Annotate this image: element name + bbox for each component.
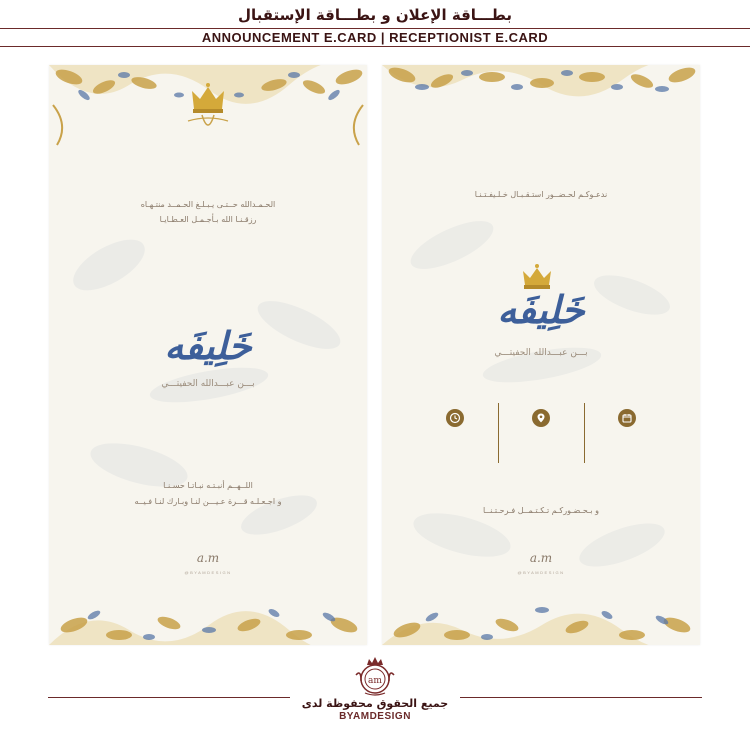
prayer-line-2: و اجـعـلـه قـــرة عـيـــن لنـا وبـارك لنـا فـيــه — [134, 497, 282, 506]
clock-icon[interactable] — [446, 409, 464, 427]
baby-surname: بـــن عبـــدالله الحفيتـــي — [494, 348, 588, 358]
icon-divider — [584, 403, 585, 463]
footer-rights-arabic: جميع الحقوق محفوظة لدى — [301, 697, 449, 710]
designer-signature: a.m — [196, 551, 220, 565]
prayer-line-1: اللــهــم أنبـتـه نبـاتـا حسـنـا — [163, 481, 253, 490]
brand-seal-logo — [350, 655, 400, 697]
icon-divider — [498, 403, 499, 463]
header-title-arabic: بطـــاقة الإعلان و بطـــاقة الإستقبال — [237, 6, 513, 24]
receptionist-card — [382, 65, 700, 645]
header-divider-top — [0, 28, 750, 29]
verse-line-2: رزقـنـا الله بـأجـمـل العـطـايـا — [159, 215, 257, 224]
location-icon[interactable] — [532, 409, 550, 427]
header-title-english: ANNOUNCEMENT E.CARD | RECEPTIONIST E.CARD — [201, 30, 549, 45]
calendar-icon[interactable] — [618, 409, 636, 427]
closing-line: و بـحـضـوركـم تـكـتـمــل فـرحـتـنــا — [483, 506, 599, 515]
baby-name: خَلِيفَه — [164, 323, 252, 368]
designer-signature: a.m — [529, 551, 553, 565]
footer-brand-name: BYAMDESIGN — [339, 711, 411, 722]
announcement-card — [49, 65, 367, 645]
invite-line: ندعـوكـم لحـضــور استـقـبـال خـلـيفـتـنـا — [474, 190, 608, 199]
header-divider-bottom — [0, 46, 750, 47]
svg-text:am: am — [368, 676, 382, 686]
designer-handle: @BYAMDESIGN — [184, 570, 232, 575]
baby-surname: بـــن عبـــدالله الحفيتـــي — [161, 379, 255, 389]
verse-line-1: الحـمـدالله حــتـى يـبـلـغ الحـمــد منتـهـاه — [140, 200, 276, 209]
designer-handle: @BYAMDESIGN — [517, 570, 565, 575]
baby-name: خَلِيفَه — [497, 287, 585, 332]
